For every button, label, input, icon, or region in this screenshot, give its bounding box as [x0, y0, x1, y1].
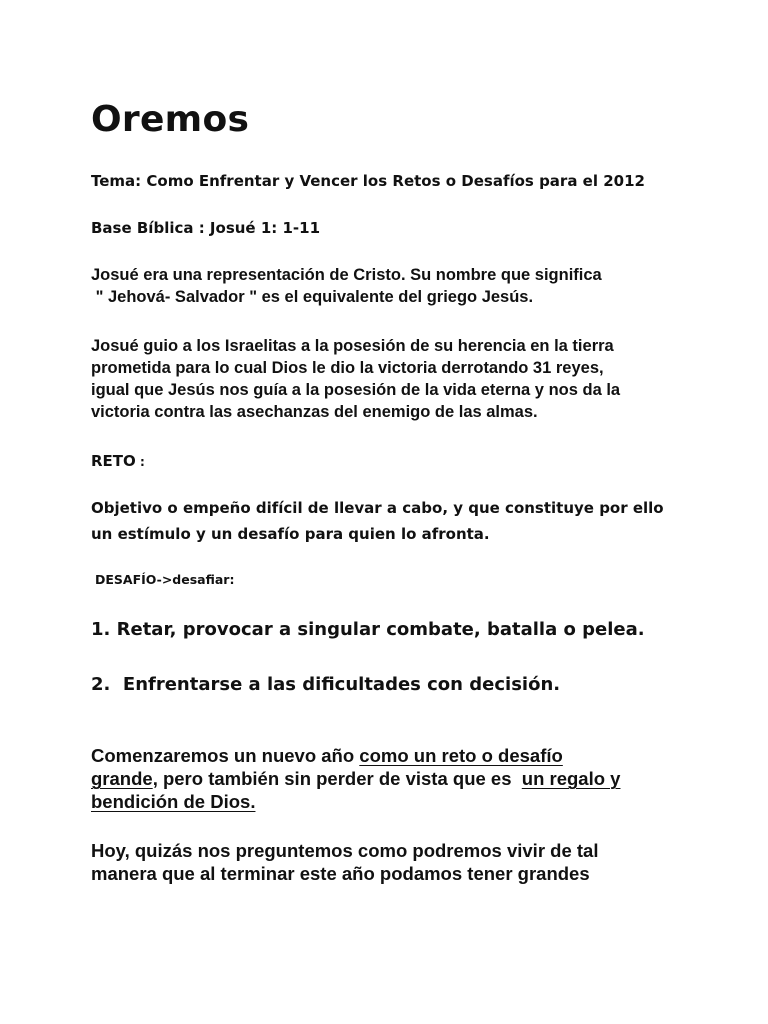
paragraph-line: " Jehová- Salvador " es el equivalente del griego Jesús.: [91, 288, 534, 306]
tema-line: Tema: Como Enfrentar y Vencer los Retos o Desafíos para el 2012: [91, 172, 645, 190]
paragraph-josue-israelitas: [91, 335, 620, 423]
definition-item-2: 2. Enfrentarse a las dificultades con decisión.: [91, 674, 561, 695]
page-title: Oremos: [91, 99, 250, 140]
underlined-text: bendición de Dios.: [91, 791, 256, 812]
definition-item-1: 1. Retar, provocar a singular combate, batalla o pelea.: [91, 619, 645, 640]
underlined-text: un regalo y: [521, 768, 621, 789]
paragraph-line: manera que al terminar este año podamos tener grandes: [91, 863, 590, 884]
base-biblica-line: Base Bíblica : Josué 1: 1-11: [91, 219, 321, 237]
paragraph-hoy: [91, 839, 598, 885]
paragraph-line: Hoy, quizás nos preguntemos como podremos vivir de tal: [91, 840, 599, 861]
paragraph-line: victoria contra las asechanzas del enemigo de las almas.: [91, 403, 538, 421]
definition-line: Objetivo o empeño difícil de llevar a cabo, y que constituye por ello: [91, 499, 664, 517]
paragraph-nuevo-ano: [91, 744, 620, 813]
reto-heading: [91, 451, 145, 472]
text-run: , pero también sin perder de vista que es: [152, 768, 522, 789]
paragraph-line: Josué era una representación de Cristo. Su nombre que significa: [91, 266, 602, 284]
underlined-text: grande: [91, 768, 153, 789]
paragraph-line: [91, 744, 620, 767]
paragraph-line: igual que Jesús nos guía a la posesión de la vida eterna y nos da la: [91, 381, 621, 399]
desafio-heading: DESAFÍO->desafiar:: [95, 572, 235, 587]
reto-label: RETO: [91, 452, 136, 470]
paragraph-line: [91, 767, 620, 790]
paragraph-line: Josué guio a los Israelitas a la posesión de su herencia en la tierra: [91, 337, 614, 355]
definition-line: un estímulo y un desafío para quien lo afronta.: [91, 525, 490, 543]
paragraph-line: prometida para lo cual Dios le dio la victoria derrotando 31 reyes,: [91, 359, 604, 377]
reto-definition: [91, 495, 664, 547]
paragraph-line: [91, 790, 620, 813]
reto-colon: :: [135, 455, 145, 469]
underlined-text: como un reto o desafío: [359, 745, 563, 766]
paragraph-josue-cristo: [91, 264, 602, 308]
text-run: Comenzaremos un nuevo año: [91, 745, 360, 766]
